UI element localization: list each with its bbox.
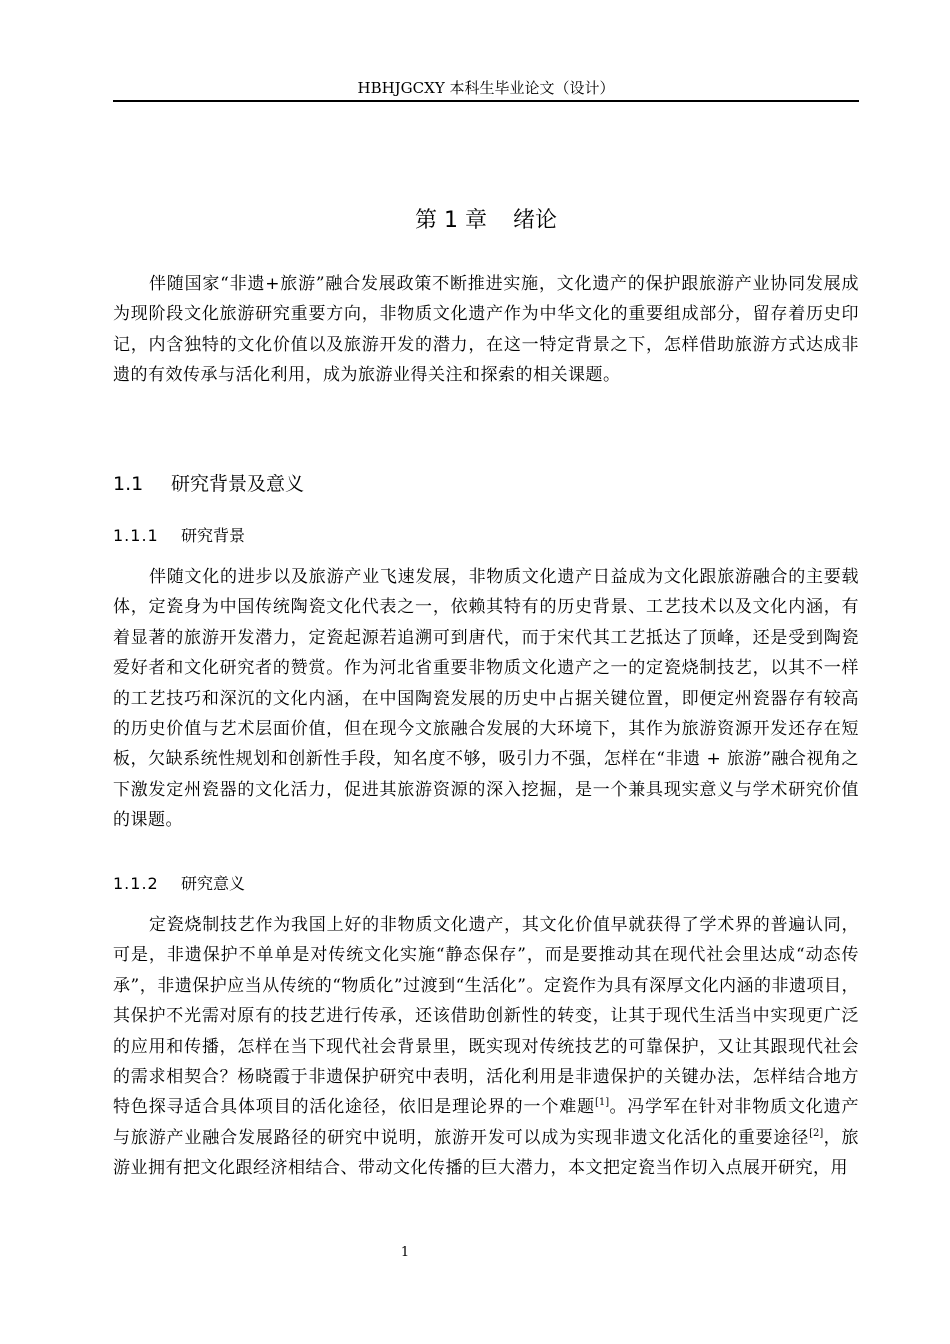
page-number: 1 — [400, 1245, 410, 1260]
header-rule — [113, 100, 859, 102]
chapter-name: 绪论 — [512, 208, 557, 233]
chapter-number: 第 1 章 — [415, 208, 487, 233]
section-number: 1.1 — [113, 473, 144, 495]
chapter-title — [113, 203, 859, 239]
subsection-title: 研究意义 — [181, 874, 246, 893]
section-heading-1-1 — [113, 469, 859, 499]
intro-paragraph: 伴随国家“非遗+旅游”融合发展政策不断推进实施，文化遗产的保护跟旅游产业协同发展成为现阶段文化旅游研究重要方向，非物质文化遗产作为中华文化的重要组成部分，留存着历史印记，内含独特的文化价值以及旅游开发的潜力，在这一特定背景之下，怎样借助旅游方式达成非遗的有效传承与活化利用，成为旅游业得关注和探索的相关课题。 — [113, 274, 859, 386]
page-header: HBHJGCXY 本科生毕业论文（设计） — [357, 79, 615, 97]
subsection-number: 1.1.2 — [113, 874, 159, 893]
paragraph-text: ，旅游业拥有把文化跟经济相结合、带动文化传播的巨大潜力，本文把定瓷当作切入点展开研究，用 — [113, 1127, 860, 1179]
paragraph-text: 定瓷烧制技艺作为我国上好的非物质文化遗产，其文化价值早就获得了学术界的普遍认同，可是，非遗保护不单单是对传统文化实施“静态保存”，而是要推动其在现代社会里达成“动态传承”，非遗保护应当从传统的“物质化”过渡到“生活化”。定瓷作为具有深厚文化内涵的非遗项目，其保护不光需对原有的技艺进行传承，还该借助创新性的转变，让其于现代生活当中实现更广泛的应用和传播，怎样在当下现代社会背景里，既实现对传统技艺的可靠保护，又让其跟现代社会的需求相契合？杨晓霞于非遗保护研究中表明，活化利用是非遗保护的关键办法，怎样结合地方特色探寻适合具体项目的活化途径，依旧是理论界的一个难题 — [113, 915, 859, 1118]
subsection-title: 研究背景 — [181, 526, 246, 545]
citation-ref-2[interactable]: [2] — [809, 1127, 824, 1139]
subsection-heading-1-1-2 — [113, 871, 859, 897]
paragraph-text: 。冯学军在针对非物质文化遗产与旅游产业融合发展路径的研究中说明，旅游开发可以成为实现非遗文化活化的重要途径 — [113, 1097, 860, 1148]
citation-ref-1[interactable]: [1] — [594, 1097, 610, 1109]
subsection-number: 1.1.1 — [113, 526, 159, 545]
significance-paragraph — [113, 910, 859, 1184]
section-title: 研究背景及意义 — [171, 473, 305, 495]
subsection-heading-1-1-1 — [113, 523, 859, 549]
background-paragraph: 伴随文化的进步以及旅游产业飞速发展，非物质文化遗产日益成为文化跟旅游融合的主要载体，定瓷身为中国传统陶瓷文化代表之一，依赖其特有的历史背景、工艺技术以及文化内涵，有着显著的旅游开发潜力，定瓷起源若追溯可到唐代，而于宋代其工艺抵达了顶峰，还是受到陶瓷爱好者和文化研究者的赞赏。作为河北省重要非物质文化遗产之一的定瓷烧制技艺，以其不一样的工艺技巧和深沉的文化内涵，在中国陶瓷发展的历史中占据关键位置，即便定州瓷器存有较高的历史价值与艺术层面价值，但在现今文旅融合发展的大环境下，其作为旅游资源开发还存在短板，欠缺系统性规划和创新性手段，知名度不够，吸引力不强，怎样在“非遗 + 旅游”融合视角之下激发定州瓷器的文化活力，促进其旅游资源的深入挖掘，是一个兼具现实意义与学术研究价值的课题。 — [113, 567, 859, 831]
